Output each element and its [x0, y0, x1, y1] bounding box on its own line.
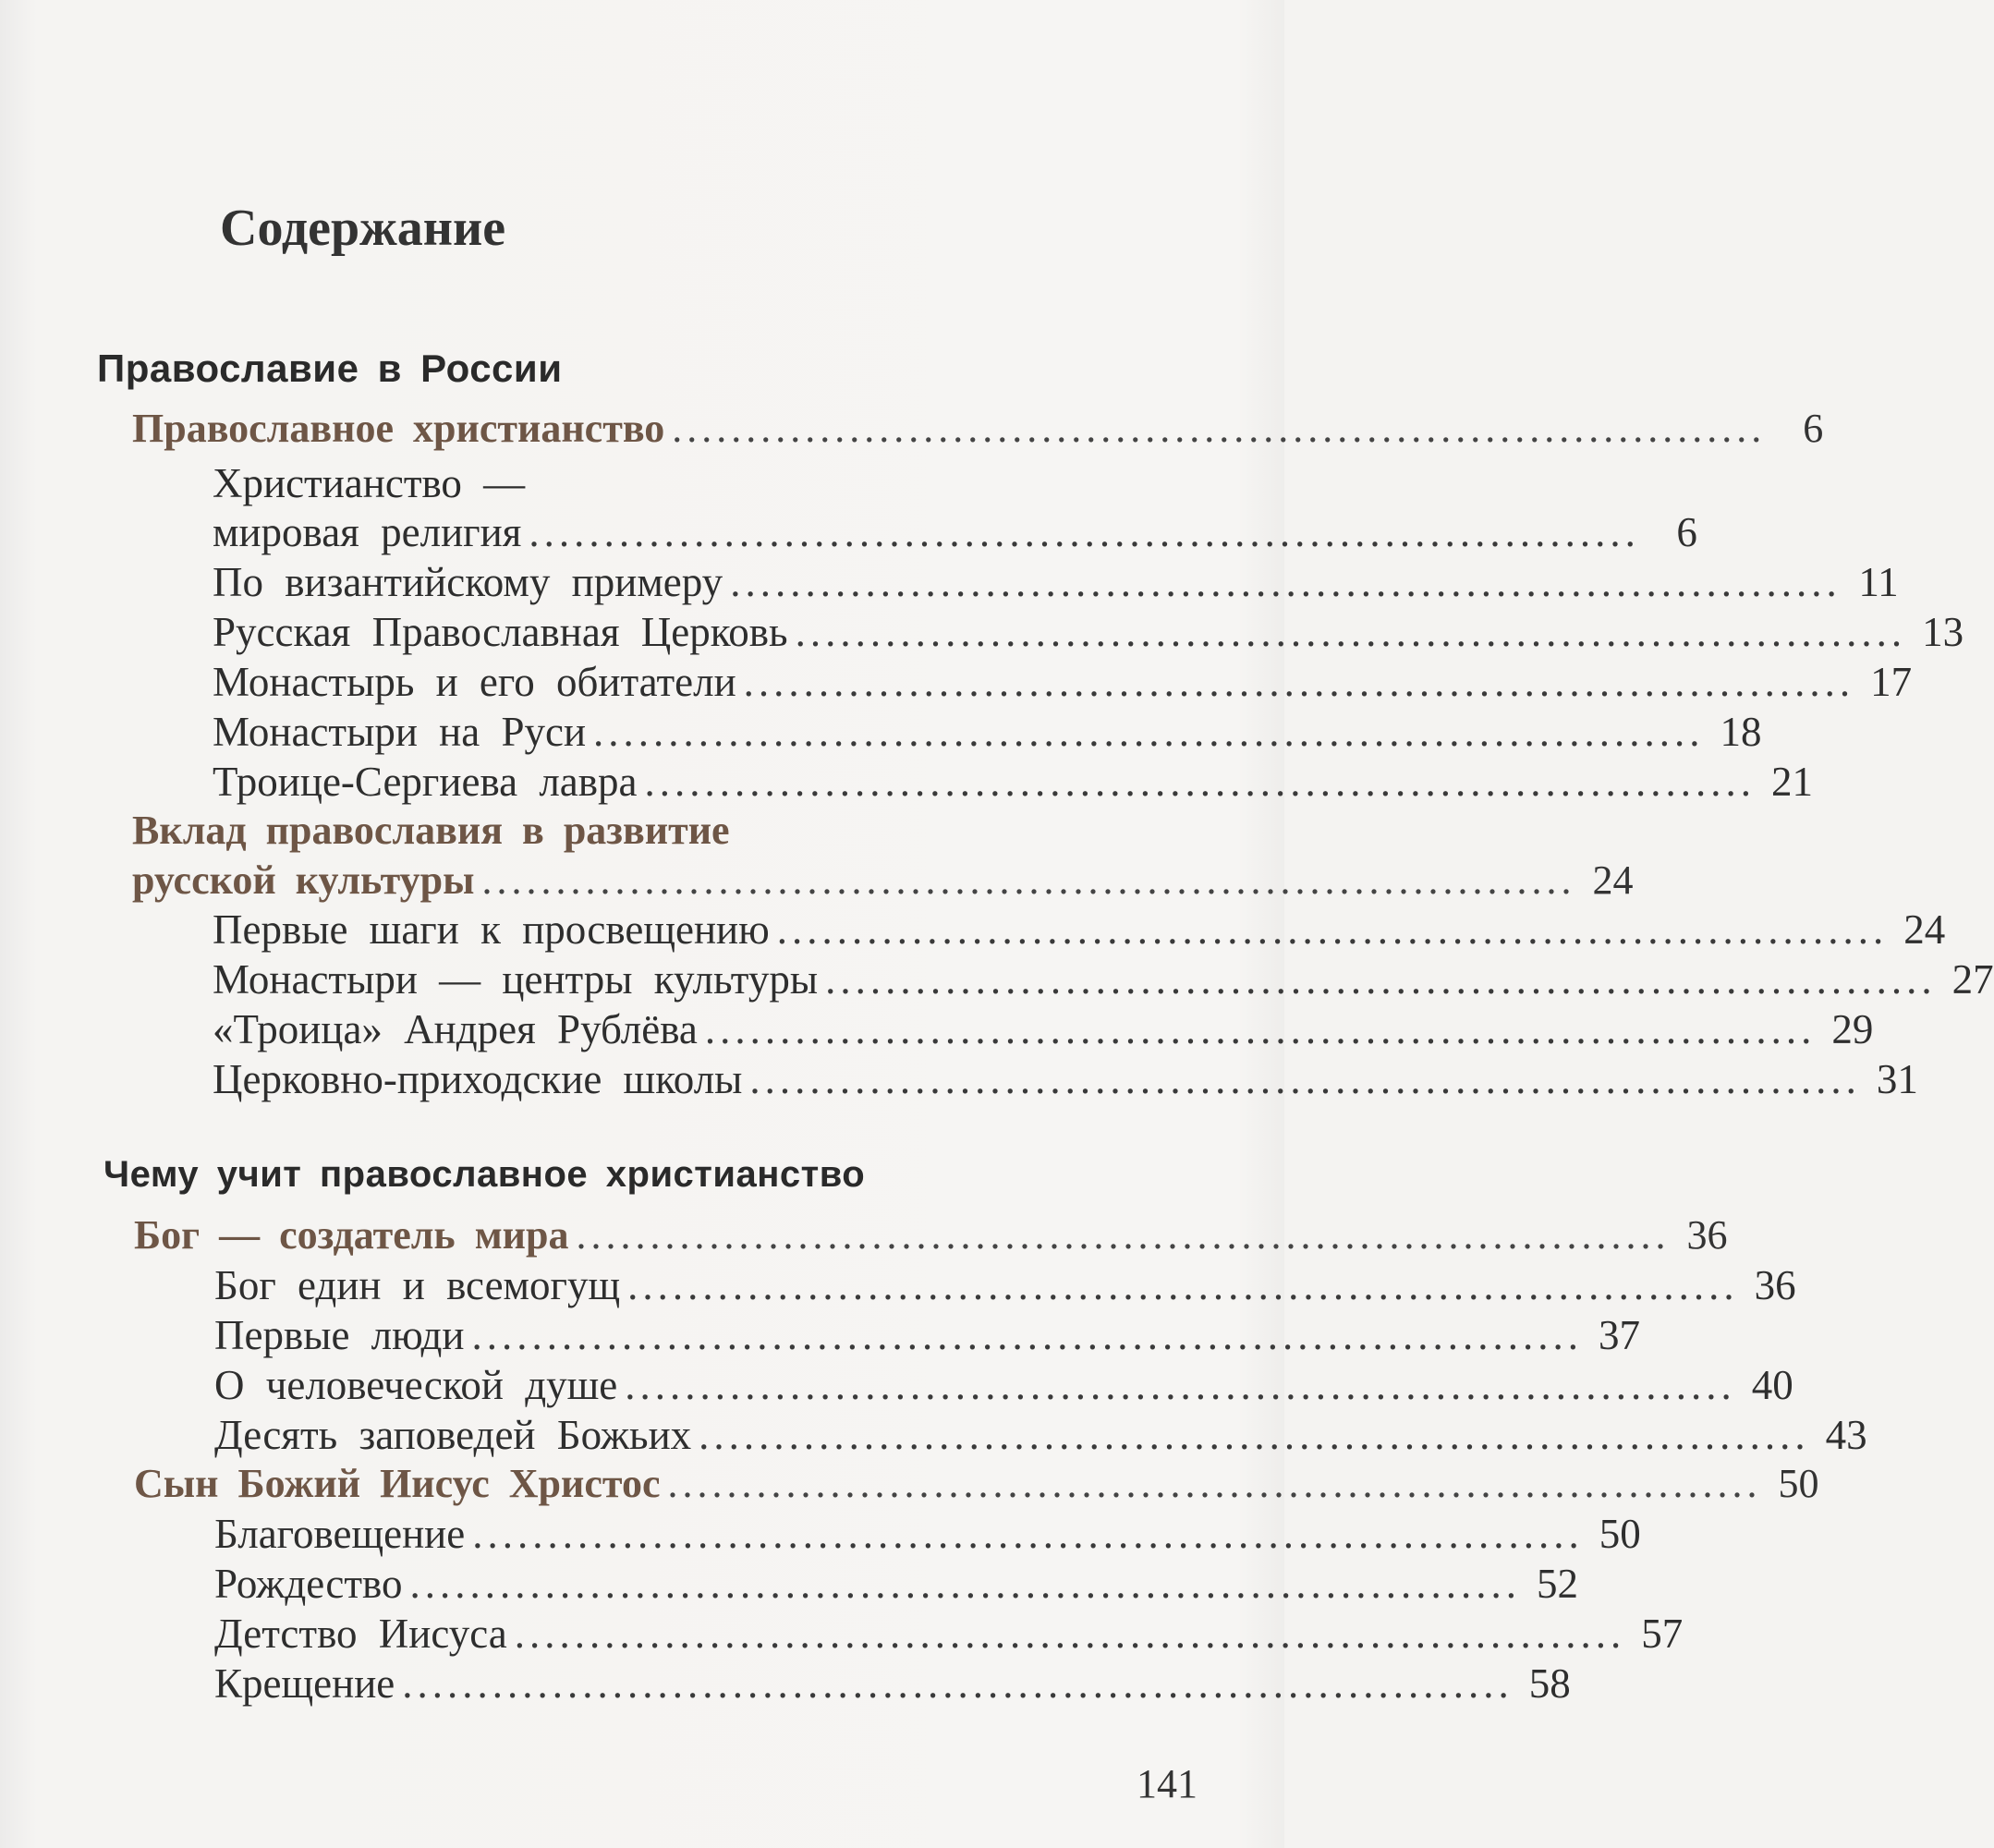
chapter-page-number: 6	[1803, 406, 1824, 451]
lesson-label: Первые шаги к просвещению	[213, 906, 770, 953]
toc-lesson-row	[213, 955, 1994, 1003]
lesson-label: Церковно-приходские школы	[213, 1056, 743, 1102]
toc-chapter-row	[132, 405, 1824, 452]
lesson-page-number: 50	[1599, 1511, 1641, 1557]
leader-dots: ..........................................................................	[795, 609, 1907, 655]
lesson-page-number: 31	[1876, 1056, 1918, 1102]
chapter-page-number: 50	[1778, 1461, 1819, 1506]
lesson-page-number: 11	[1858, 559, 1899, 605]
lesson-page-number: 27	[1951, 956, 1994, 1003]
toc-lesson-row	[214, 1560, 1578, 1608]
lesson-page-number: 24	[1903, 906, 1946, 953]
lesson-page-number: 21	[1770, 759, 1813, 805]
leader-dots: ..........................................................................	[699, 1412, 1810, 1458]
lesson-label: Монастыри на Руси	[213, 709, 587, 755]
toc-lesson-row	[214, 1610, 1684, 1658]
lesson-page-number: 57	[1641, 1611, 1684, 1657]
leader-dots: ..........................................................................	[644, 759, 1756, 805]
lesson-label: Благовещение	[214, 1511, 466, 1557]
chapter-label: Сын Божий Иисус Христос	[134, 1461, 661, 1506]
leader-dots: ..........................................................................	[667, 1461, 1762, 1506]
toc-lesson-row	[213, 1005, 1874, 1053]
chapter-page-number: 24	[1592, 857, 1634, 903]
lesson-label: Десять заповедей Божьих	[214, 1412, 692, 1458]
leader-dots: ..........................................................................	[409, 1561, 1521, 1607]
lesson-page-number: 52	[1536, 1561, 1578, 1607]
toc-lesson-row	[213, 1055, 1918, 1103]
toc-lesson-row	[213, 758, 1813, 806]
toc-lesson-row	[214, 1411, 1867, 1459]
toc-lesson-row	[213, 608, 1964, 656]
leader-dots: ..........................................................................	[825, 956, 1937, 1003]
lesson-label: О человеческой душе	[214, 1362, 618, 1408]
toc-chapter-row	[134, 1211, 1728, 1258]
leader-dots: ..........................................................................	[627, 1262, 1739, 1308]
leader-dots: ..........................................................................	[471, 1312, 1583, 1358]
leader-dots: ..........................................................................	[749, 1056, 1861, 1102]
toc-chapter-row	[134, 1460, 1819, 1507]
toc-lesson-row	[214, 1261, 1796, 1309]
page-title: Содержание	[220, 200, 506, 257]
lesson-label: Монастырь и его обитатели	[213, 659, 736, 705]
lesson-label-line1: Христианство —	[213, 460, 526, 506]
lesson-page-number: 17	[1870, 659, 1913, 705]
toc-lesson-row	[213, 708, 1762, 756]
lesson-page-number: 18	[1720, 709, 1762, 755]
chapter-label-line1: Вклад православия в развитие	[132, 808, 730, 853]
lesson-label: По византийскому примеру	[213, 559, 723, 605]
lesson-page-number: 36	[1754, 1262, 1796, 1308]
toc-lesson-row	[213, 508, 1697, 556]
lesson-label: Троице-Сергиева лавра	[213, 759, 638, 805]
leader-dots: ..........................................................................	[402, 1660, 1514, 1707]
leader-dots: ..........................................................................	[672, 406, 1767, 451]
lesson-label: Русская Православная Церковь	[213, 609, 788, 655]
toc-chapter-row	[132, 857, 1634, 904]
leader-dots: ..........................................................................	[576, 1212, 1671, 1258]
lesson-label: мировая религия	[213, 509, 522, 555]
page-number: 141	[1137, 1761, 1198, 1806]
leader-dots: ..........................................................................	[704, 1006, 1817, 1052]
lesson-label: Крещение	[214, 1660, 395, 1707]
lesson-page-number: 58	[1528, 1660, 1571, 1707]
toc-lesson-row	[213, 906, 1946, 954]
lesson-label: Рождество	[214, 1561, 403, 1607]
lesson-label: Монастыри — центры культуры	[213, 956, 819, 1003]
leader-dots: ..........................................................................	[593, 709, 1705, 755]
toc-lesson-row	[214, 1510, 1641, 1558]
leader-dots: ..........................................................................	[743, 659, 1855, 705]
lesson-label: Детство Иисуса	[214, 1611, 507, 1657]
lesson-page-number: 43	[1825, 1412, 1867, 1458]
chapter-label: русской культуры	[132, 857, 475, 903]
leader-dots: ..........................................................................	[514, 1611, 1626, 1657]
toc-lesson-row	[214, 1361, 1793, 1409]
leader-dots: ..........................................................................	[529, 509, 1640, 555]
lesson-page-number: 37	[1598, 1312, 1640, 1358]
lesson-page-number: 40	[1751, 1362, 1793, 1408]
leader-dots: ..........................................................................	[472, 1511, 1584, 1557]
lesson-label: Первые люди	[214, 1312, 465, 1358]
part-heading-1: Православие в России	[97, 346, 563, 390]
part-heading-2: Чему учит православное христианство	[103, 1154, 866, 1195]
chapter-label: Православное христианство	[132, 406, 665, 451]
toc-lesson-row	[214, 1311, 1640, 1359]
chapter-label: Бог — создатель мира	[134, 1212, 569, 1258]
lesson-page-number: 13	[1922, 609, 1964, 655]
lesson-label: «Троица» Андрея Рублёва	[213, 1006, 698, 1052]
chapter-page-number: 36	[1686, 1212, 1728, 1258]
leader-dots: ..........................................................................	[481, 857, 1576, 903]
leader-dots: ..........................................................................	[776, 906, 1889, 953]
toc-lesson-row	[214, 1660, 1571, 1708]
toc-lesson-row	[213, 558, 1899, 606]
lesson-page-number: 6	[1676, 509, 1697, 555]
leader-dots: ..........................................................................	[730, 559, 1842, 605]
toc-lesson-row	[213, 658, 1913, 706]
lesson-label: Бог един и всемогущ	[214, 1262, 621, 1308]
leader-dots: ..........................................................................	[625, 1362, 1736, 1408]
lesson-page-number: 29	[1831, 1006, 1874, 1052]
